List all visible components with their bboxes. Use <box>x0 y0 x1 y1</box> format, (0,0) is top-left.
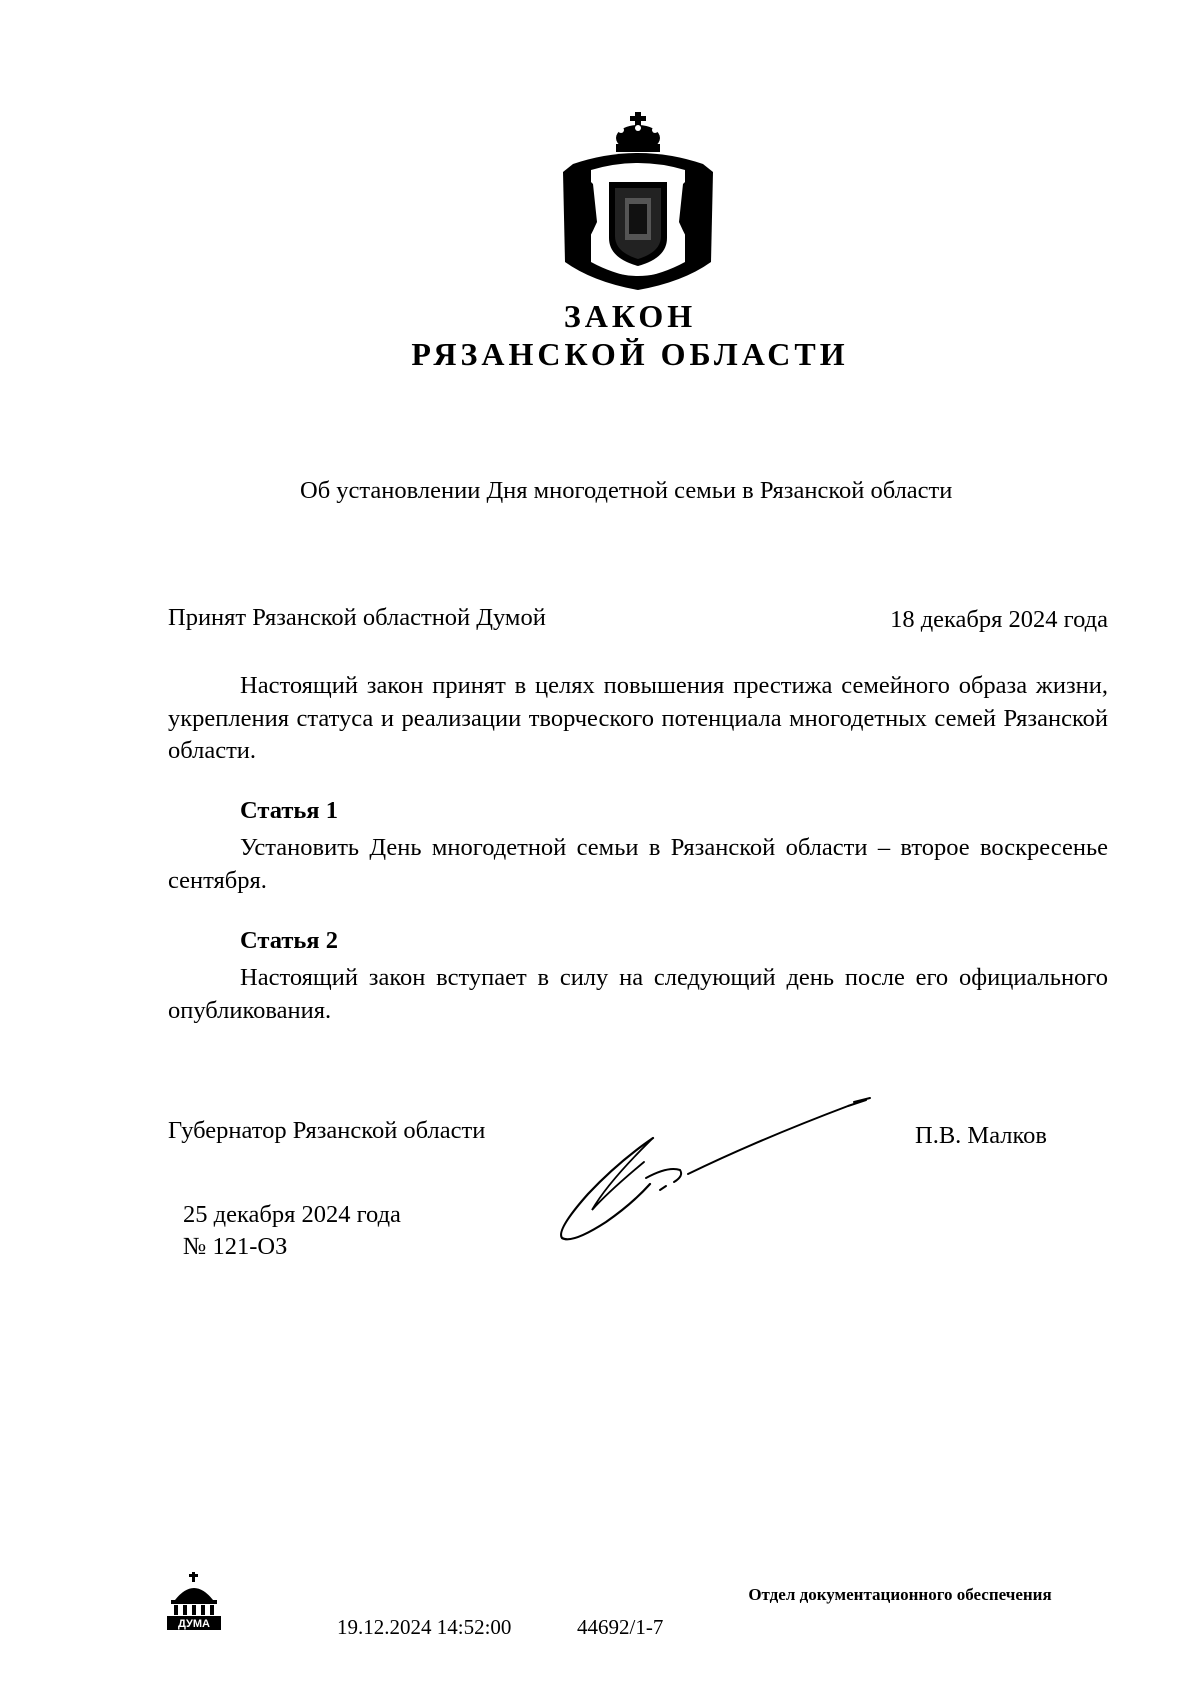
adopted-by: Принят Рязанской областной Думой <box>168 604 546 631</box>
registration-number: 44692/1-7 <box>577 1615 664 1639</box>
registration-datetime: 19.12.2024 14:52:00 <box>337 1615 512 1639</box>
preamble-paragraph: Настоящий закон принят в целях повышения престижа семейного образа жизни, укрепления статуса и реализации творческого потенциала многодетных семей Рязанской области. <box>168 672 1108 764</box>
svg-text:ДУМА: ДУМА <box>178 1618 210 1630</box>
law-title-line2: РЯЗАНСКОЙ ОБЛАСТИ <box>411 336 849 372</box>
article-2-text: Настоящий закон вступает в силу на следующий день после его официального опубликования. <box>168 964 1108 1024</box>
law-subject: Об установлении Дня многодетной семьи в Рязанской области <box>300 477 953 504</box>
adoption-date: 18 декабря 2024 года <box>890 606 1108 633</box>
department-label: Отдел документационного обеспечения <box>748 1585 1052 1604</box>
duma-logo-icon <box>165 1572 223 1632</box>
article-2-heading: Статья 2 <box>240 927 338 954</box>
law-number: № 121-ОЗ <box>183 1233 288 1260</box>
signatory-position: Губернатор Рязанской области <box>168 1117 486 1144</box>
signatory-name: П.В. Малков <box>915 1122 1047 1149</box>
signing-date: 25 декабря 2024 года <box>183 1201 401 1228</box>
handwritten-signature <box>548 1082 900 1242</box>
article-1-heading: Статья 1 <box>240 797 338 824</box>
article-1-text: Установить День многодетной семьи в Рязанской области – второе воскресенье сентября. <box>168 834 1108 894</box>
coat-of-arms-emblem <box>563 112 723 294</box>
law-title-line1: ЗАКОН <box>563 298 697 334</box>
